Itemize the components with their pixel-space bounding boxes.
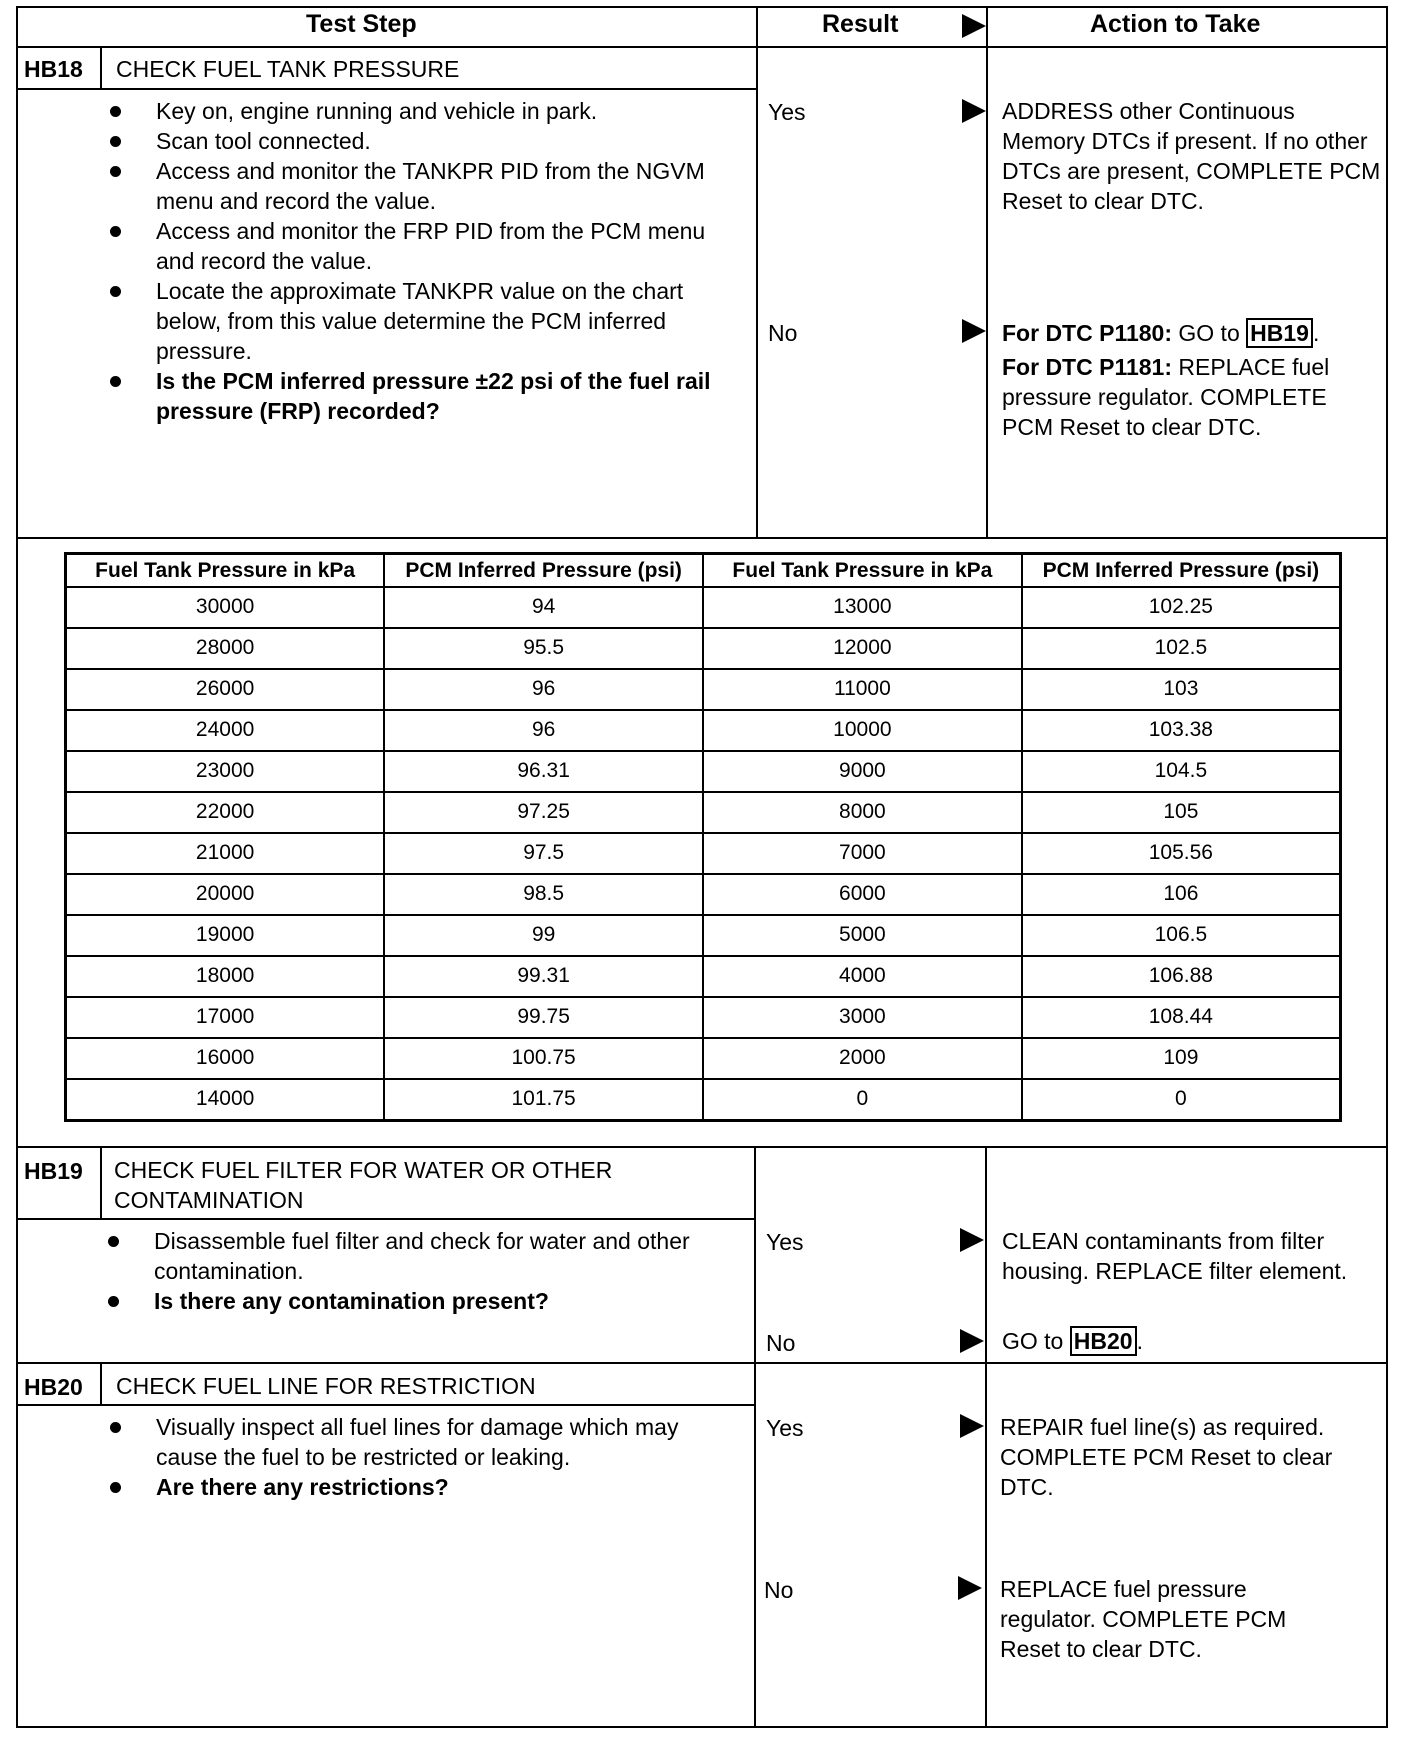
table-row — [66, 1038, 1341, 1079]
table-row — [66, 833, 1341, 874]
table-cell: 18000 — [66, 956, 385, 997]
hb20-no-action: REPLACE fuel pressure regulator. COMPLETE PCM Reset to clear DTC. — [1000, 1576, 1287, 1662]
hb20-yes-action: REPAIR fuel line(s) as required. COMPLETE PCM Reset to clear DTC. — [1000, 1414, 1333, 1500]
table-cell: 103.38 — [1022, 710, 1341, 751]
table-row — [66, 710, 1341, 751]
table-cell: 99.75 — [384, 997, 703, 1038]
hb18-id: HB18 — [24, 56, 83, 82]
column-header: Fuel Tank Pressure in kPa — [66, 554, 385, 588]
hb19-bullets — [104, 1226, 744, 1316]
table-cell: 0 — [703, 1079, 1022, 1121]
bullet-icon — [110, 136, 121, 147]
hb19-section-divider — [16, 1146, 1388, 1148]
hb18-p1180-text: GO to — [1178, 320, 1240, 346]
hb18-title: CHECK FUEL TANK PRESSURE — [116, 56, 460, 82]
table-cell: 106.88 — [1022, 956, 1341, 997]
header-test-step: Test Step — [306, 10, 417, 38]
table-cell: 13000 — [703, 587, 1022, 628]
header-action: Action to Take — [1090, 10, 1261, 38]
table-cell: 14000 — [66, 1079, 385, 1121]
divider-result-col-1 — [756, 6, 758, 539]
hb20-id: HB20 — [24, 1374, 83, 1400]
hb19-id-divider — [100, 1146, 102, 1218]
table-row — [66, 751, 1341, 792]
hb18-bullet: Scan tool connected. — [106, 126, 746, 156]
table-cell: 20000 — [66, 874, 385, 915]
hb18-yes-label: Yes — [768, 99, 806, 125]
hb18-bullet: Access and monitor the TANKPR PID from the NGVM menu and record the value. — [106, 156, 746, 216]
hb19-bullet: Disassemble fuel filter and check for water and other contamination. — [104, 1226, 744, 1286]
table-cell: 7000 — [703, 833, 1022, 874]
table-cell: 98.5 — [384, 874, 703, 915]
table-cell: 3000 — [703, 997, 1022, 1038]
hb19-yes-action: CLEAN contaminants from filter housing. REPLACE filter element. — [1002, 1228, 1348, 1284]
hb18-title-underline — [16, 88, 756, 90]
column-header: PCM Inferred Pressure (psi) — [1022, 554, 1341, 588]
bullet-icon — [110, 106, 121, 117]
bullet-icon — [110, 1422, 121, 1433]
table-cell: 108.44 — [1022, 997, 1341, 1038]
table-cell: 99.31 — [384, 956, 703, 997]
table-cell: 94 — [384, 587, 703, 628]
hb20-id-divider — [100, 1362, 102, 1406]
table-cell: 24000 — [66, 710, 385, 751]
table-cell: 96.31 — [384, 751, 703, 792]
hb20-no-arrow-icon — [958, 1576, 982, 1600]
table-cell: 102.25 — [1022, 587, 1341, 628]
table-row — [66, 669, 1341, 710]
bullet-icon — [108, 1296, 119, 1307]
hb20-question: Are there any restrictions? — [106, 1472, 746, 1502]
hb18-question: Is the PCM inferred pressure ±22 psi of the fuel rail pressure (FRP) recorded? — [106, 366, 746, 426]
hb18-p1181-label: For DTC P1181: — [1002, 354, 1172, 380]
table-cell: 97.5 — [384, 833, 703, 874]
table-cell: 101.75 — [384, 1079, 703, 1121]
hb18-bullet: Key on, engine running and vehicle in park. — [106, 96, 746, 126]
table-cell: 99 — [384, 915, 703, 956]
hb18-p1181-text: REPLACE fuel pressure regulator. COMPLETE PCM Reset to clear DTC. — [1002, 354, 1330, 440]
table-cell: 8000 — [703, 792, 1022, 833]
hb18-no-label: No — [768, 320, 798, 346]
table-row — [66, 874, 1341, 915]
hb19-title: CHECK FUEL FILTER FOR WATER OR OTHER CONTAMINATION — [114, 1157, 613, 1213]
table-cell: 22000 — [66, 792, 385, 833]
hb18-id-divider — [100, 46, 102, 90]
hb18-p1180-label: For DTC P1180: — [1002, 320, 1172, 346]
table-row — [66, 1079, 1341, 1121]
table-row — [66, 997, 1341, 1038]
hb19-no-arrow-icon — [960, 1329, 984, 1353]
table-cell: 106 — [1022, 874, 1341, 915]
header-result: Result — [822, 10, 899, 38]
hb19-no-action: GO to HB20 . — [1002, 1328, 1143, 1354]
table-cell: 105 — [1022, 792, 1341, 833]
table-cell: 96 — [384, 710, 703, 751]
table-cell: 102.5 — [1022, 628, 1341, 669]
divider-action-col-1 — [986, 6, 988, 539]
table-cell: 21000 — [66, 833, 385, 874]
hb20-no-label: No — [764, 1577, 794, 1603]
table-cell: 12000 — [703, 628, 1022, 669]
hb20-bullet: Visually inspect all fuel lines for damage which may cause the fuel to be restricted or leaking. — [106, 1412, 746, 1472]
table-cell: 96 — [384, 669, 703, 710]
hb19-title-underline — [16, 1218, 754, 1220]
table-cell: 10000 — [703, 710, 1022, 751]
hb20-yes-arrow-icon — [960, 1414, 984, 1438]
table-cell: 95.5 — [384, 628, 703, 669]
hb20-yes-label: Yes — [766, 1415, 804, 1441]
hb18-bullet: Locate the approximate TANKPR value on the chart below, from this value determine the PCM inferred pressure. — [106, 276, 746, 366]
hb19-id: HB19 — [24, 1158, 83, 1184]
table-row — [66, 587, 1341, 628]
table-cell: 9000 — [703, 751, 1022, 792]
table-cell: 105.56 — [1022, 833, 1341, 874]
table-row — [66, 915, 1341, 956]
table-cell: 16000 — [66, 1038, 385, 1079]
pressure-table — [64, 552, 1342, 1122]
hb19-no-label: No — [766, 1330, 796, 1356]
table-cell: 104.5 — [1022, 751, 1341, 792]
hb20-bullets — [106, 1412, 746, 1502]
header-arrow-icon — [962, 14, 986, 38]
pressure-table-header-row — [66, 554, 1341, 588]
hb18-yes-action: ADDRESS other Continuous Memory DTCs if present. If no other DTCs are present, COMPLETE PCM Reset to clear DTC. — [1002, 98, 1381, 214]
hb20-title-underline — [16, 1404, 754, 1406]
table-cell: 28000 — [66, 628, 385, 669]
pressure-table-body — [66, 587, 1341, 1121]
column-header: Fuel Tank Pressure in kPa — [703, 554, 1022, 588]
bullet-icon — [110, 286, 121, 297]
table-cell: 26000 — [66, 669, 385, 710]
table-cell: 0 — [1022, 1079, 1341, 1121]
hb18-bullet: Access and monitor the FRP PID from the PCM menu and record the value. — [106, 216, 746, 276]
bullet-icon — [108, 1236, 119, 1247]
bullet-icon — [110, 166, 121, 177]
hb18-no-action-p1181 — [1002, 352, 1384, 442]
divider-result-col-2 — [754, 1146, 756, 1728]
hb18-no-arrow-icon — [962, 319, 986, 343]
hb19-yes-label: Yes — [766, 1229, 804, 1255]
hb18-bullets — [106, 96, 746, 426]
hb19-yes-arrow-icon — [960, 1228, 984, 1252]
table-row — [66, 956, 1341, 997]
hb19-reference-link[interactable]: HB19 — [1246, 318, 1313, 348]
table-cell: 106.5 — [1022, 915, 1341, 956]
hb20-title: CHECK FUEL LINE FOR RESTRICTION — [116, 1373, 536, 1399]
table-cell: 2000 — [703, 1038, 1022, 1079]
table-cell: 6000 — [703, 874, 1022, 915]
table-row — [66, 792, 1341, 833]
divider-action-col-2 — [985, 1146, 987, 1728]
table-cell: 4000 — [703, 956, 1022, 997]
table-row — [66, 628, 1341, 669]
bullet-icon — [110, 1482, 121, 1493]
table-cell: 23000 — [66, 751, 385, 792]
hb20-section-divider — [16, 1362, 1388, 1364]
hb19-question: Is there any contamination present? — [104, 1286, 744, 1316]
table-cell: 100.75 — [384, 1038, 703, 1079]
header-divider — [16, 46, 1388, 48]
table-cell: 97.25 — [384, 792, 703, 833]
table-cell: 11000 — [703, 669, 1022, 710]
hb18-no-action-p1180: For DTC P1180: GO to HB19 . — [1002, 320, 1320, 346]
table-cell: 109 — [1022, 1038, 1341, 1079]
bullet-icon — [110, 226, 121, 237]
table-cell: 19000 — [66, 915, 385, 956]
column-header: PCM Inferred Pressure (psi) — [384, 554, 703, 588]
hb20-reference-link[interactable]: HB20 — [1070, 1326, 1137, 1356]
table-cell: 17000 — [66, 997, 385, 1038]
hb18-section-divider — [16, 537, 1388, 539]
hb18-yes-arrow-icon — [962, 99, 986, 123]
table-cell: 103 — [1022, 669, 1341, 710]
table-cell: 5000 — [703, 915, 1022, 956]
table-cell: 30000 — [66, 587, 385, 628]
bullet-icon — [110, 376, 121, 387]
hb19-no-text: GO to — [1002, 1328, 1064, 1354]
